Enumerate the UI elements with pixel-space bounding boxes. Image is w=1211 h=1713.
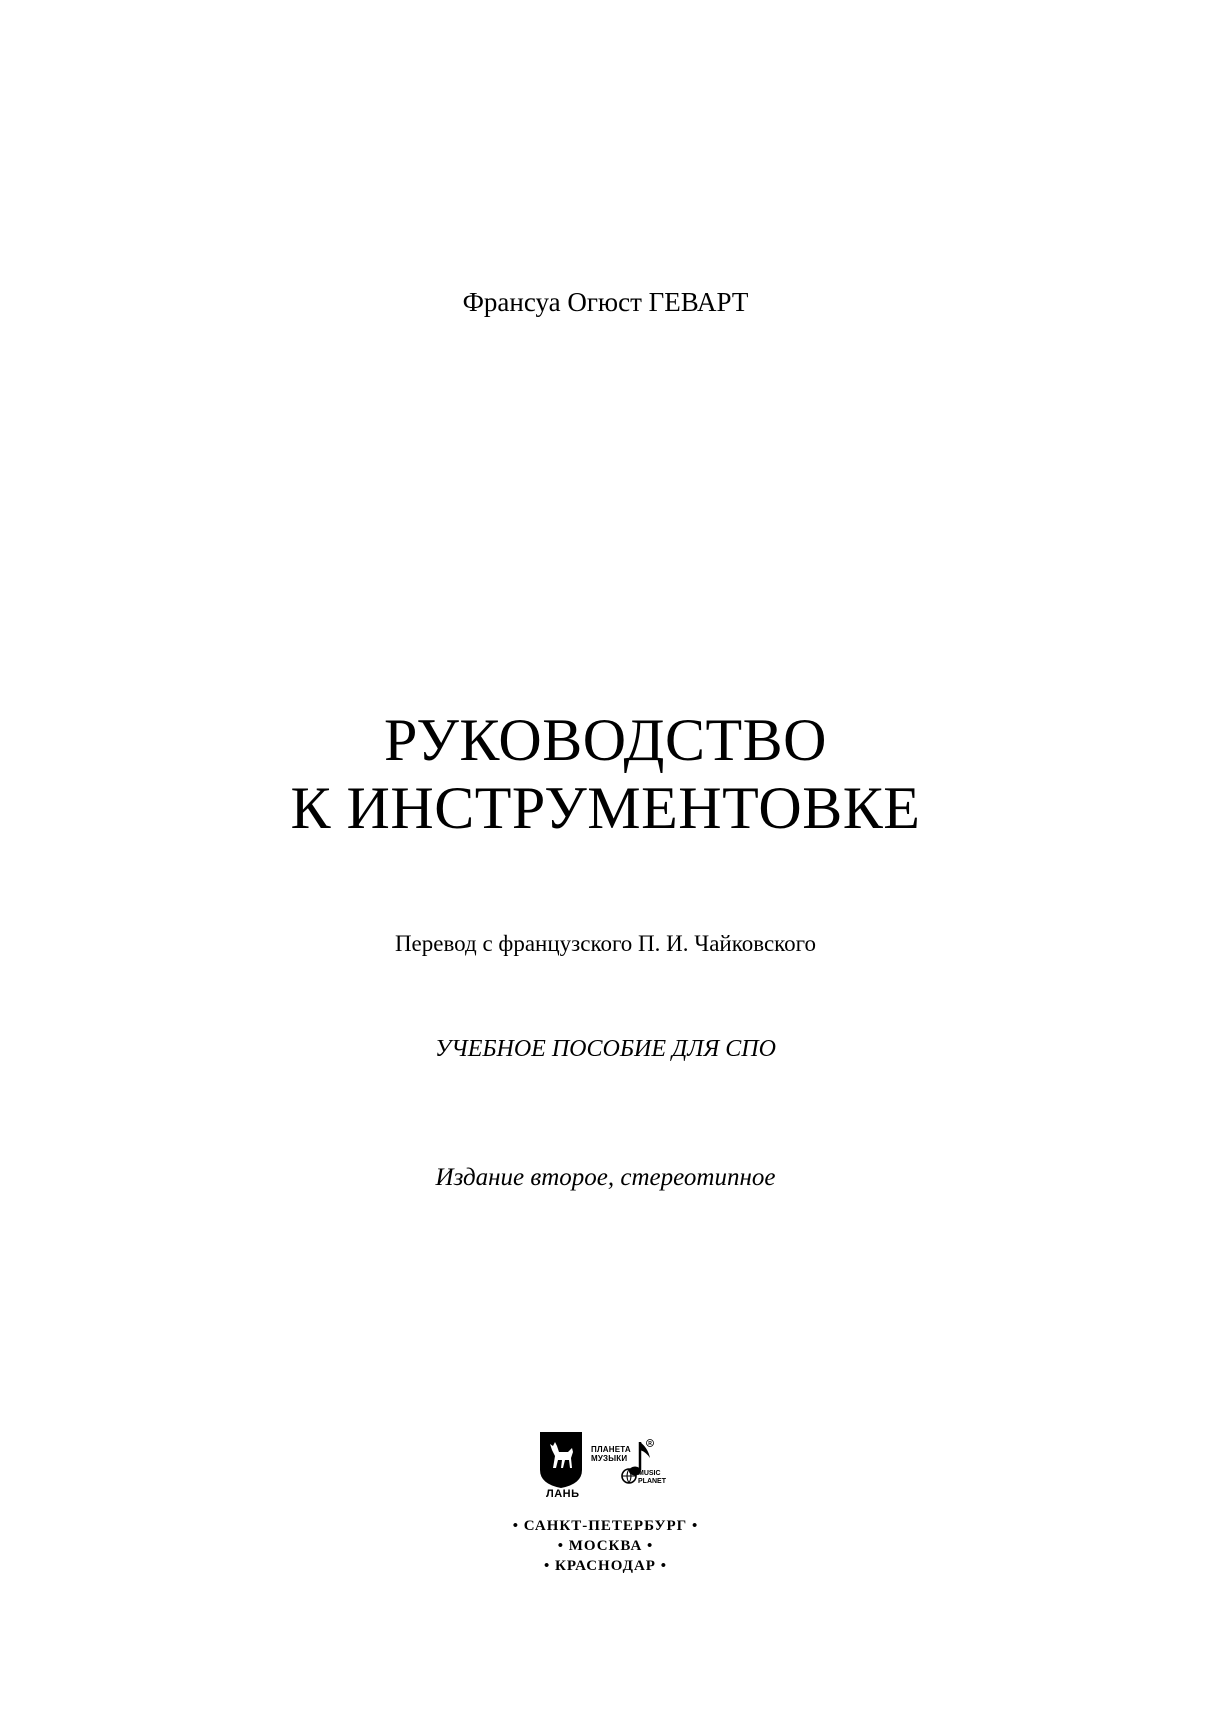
deer-icon <box>540 1432 582 1488</box>
book-title <box>0 706 1211 842</box>
registered-icon <box>647 1440 654 1448</box>
city-saint-petersburg: • САНКТ-ПЕТЕРБУРГ • <box>512 1518 699 1534</box>
logo-music-planet-text: MUSIC PLANET <box>638 1470 666 1485</box>
translation-note: Перевод с французского П. И. Чайковского <box>394 931 817 956</box>
city-krasnodar: • КРАСНОДАР • <box>544 1558 667 1574</box>
book-title-line-1: РУКОВОДСТВО <box>383 707 828 773</box>
svg-text:R: R <box>648 1441 652 1448</box>
globe-icon <box>622 1469 636 1483</box>
logo-lan-text: ЛАНЬ <box>546 1488 580 1500</box>
edition-note: Издание второе, стереотипное <box>435 1164 776 1191</box>
city-moscow: • МОСКВА • <box>557 1538 654 1554</box>
edition-type: УЧЕБНОЕ ПОСОБИЕ ДЛЯ СПО <box>435 1036 776 1062</box>
logo-planeta-text: ПЛАНЕТА МУЗЫКИ <box>591 1445 631 1463</box>
publisher-logo <box>538 1430 688 1500</box>
publisher-cities <box>0 1516 1211 1576</box>
author-name: Франсуа Огюст ГЕВАРТ <box>462 287 749 317</box>
book-title-line-2: К ИНСТРУМЕНТОВКЕ <box>290 775 921 841</box>
